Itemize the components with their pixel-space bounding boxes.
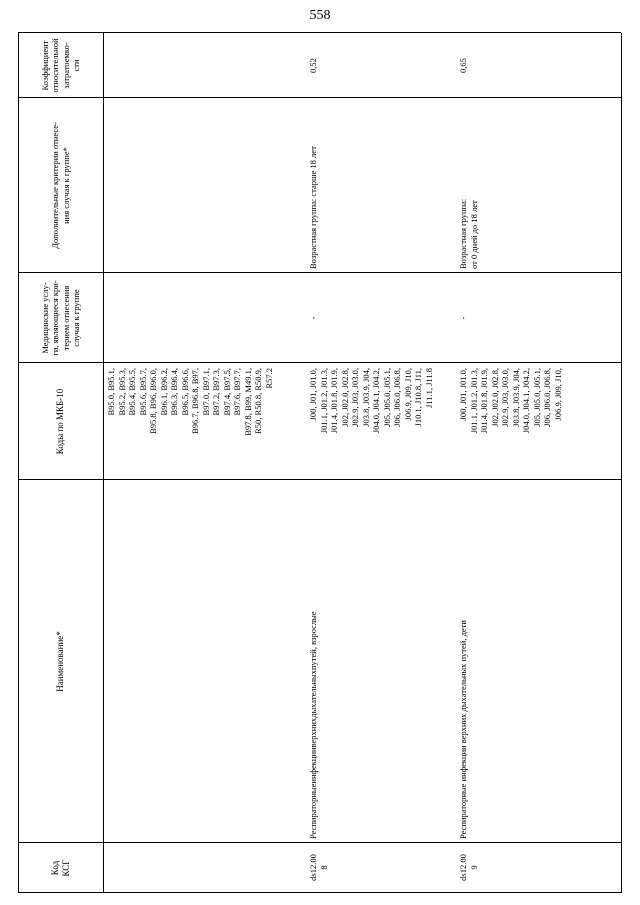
header-icd: Коды по МКБ-10 [55, 388, 66, 455]
row-2-coef: 0,65 [458, 58, 468, 73]
table-border-left [18, 892, 621, 893]
row-1-services: - [308, 316, 318, 320]
table-border-right [18, 32, 621, 33]
page-number: 558 [309, 8, 331, 23]
row-2-code: ds12.00 9 [458, 854, 479, 881]
header-criteria: Дополнительные критерии отнесе- ния случая к группе* [50, 122, 71, 249]
row-1-code: ds12.00 8 [308, 854, 329, 881]
table-border-top [18, 33, 19, 893]
header-name: Наименование* [55, 631, 66, 692]
ksg-table [18, 33, 621, 893]
col-divider-5 [18, 97, 621, 98]
row-1-criteria: Возрастная группа: старше 18 лет [308, 146, 318, 269]
col-divider-1 [18, 842, 621, 843]
header-services: Медицинские услу- ги, являющиеся кри- терием отнесения случая к группе [39, 280, 81, 356]
row-0-icd: B95.0, B95.1, B95.2, B95.3, B95.4, B95.5, B95.6, B95.7, B95.8, B96, B96.0, B96.1, B96.2, B96.3, B96.4, B96.5, B96.6, B96.7, B96.8, B97, B97.0, B97.1, B97.2, B97.3, B97.4, B97.5, B97.6, B97.7, B97.8, B99, M49.1, R50, R50.8, R50.9, R57.2 [106, 368, 274, 436]
header-divider [103, 33, 104, 893]
row-2-services: - [458, 316, 468, 320]
row-1-name: Респираторныеинфекцииверхнихдыхательныхпутей, взрослые [308, 611, 318, 839]
header-coef: Коэффициент относительной затратоемко- сти [39, 38, 81, 93]
col-divider-3 [18, 362, 621, 363]
row-1-icd: J00, J01, J01.0, J01.1, J01.2, J01.3, J01.4, J01.8, J01.9, J02, J02.0, J02.8, J02.9, J03, J03.0, J03.8, J03.9, J04, J04.0, J04.1, J04.2, J05, J05.0, J05.1, J06, J06.0, J06.8, J06.9, J09, J10, J10.1, J10.8, J11, J11.1, J11.8 [308, 368, 434, 434]
row-2-name: Респираторные инфекции верхних дыхательных путей, дети [458, 620, 468, 839]
table-border-bottom [621, 33, 622, 893]
col-divider-4 [18, 272, 621, 273]
row-2-criteria: Возрастная группа: от 0 дней до 18 лет [458, 198, 479, 269]
row-1-coef: 0,52 [308, 58, 318, 73]
header-code: Код КСГ [50, 859, 71, 877]
col-divider-2 [18, 479, 621, 480]
row-2-icd: J00, J01, J01.0, J01.1, J01.2, J01.3, J01.4, J01.8, J01.9, J02, J02.0, J02.8, J02.9, J03, J03.0, J03.8, J03.9, J04, J04.0, J04.1, J04.2, J05, J05.0, J05.1, J06, J06.0, J06.8, J06.9, J09, J10, [458, 368, 563, 434]
document-sheet [18, 33, 621, 893]
